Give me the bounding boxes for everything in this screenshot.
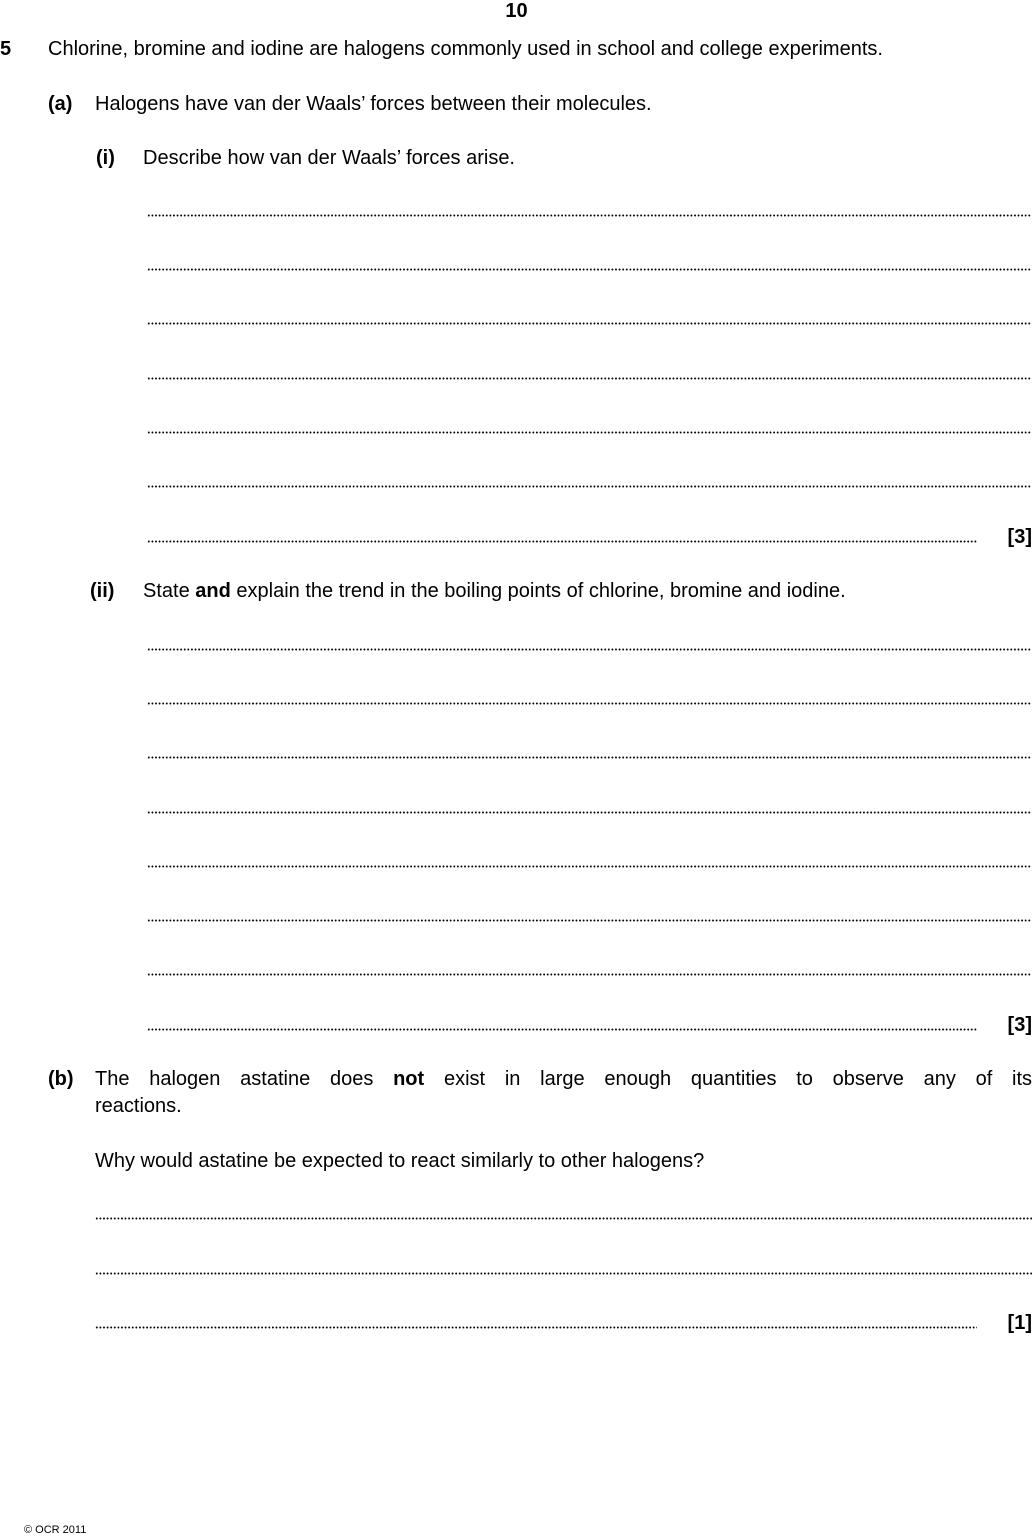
page-number: 10 <box>505 0 528 22</box>
answer-line[interactable] <box>147 756 1032 759</box>
part-a-ii-text-after: explain the trend in the boiling points of chlorine, bromine and iodine. <box>230 580 846 602</box>
answer-line[interactable] <box>147 540 977 543</box>
answer-line[interactable] <box>147 268 1032 271</box>
answer-line[interactable] <box>147 214 1032 217</box>
copyright-notice: © OCR 2011 <box>24 1524 87 1536</box>
answer-line[interactable] <box>147 485 1032 488</box>
part-a-i-label: (i) <box>96 147 115 169</box>
answer-line[interactable] <box>147 431 1032 434</box>
answer-line[interactable] <box>147 973 1032 976</box>
part-b-line-2: reactions. <box>95 1095 182 1117</box>
answer-line[interactable] <box>95 1272 1032 1275</box>
part-a-ii-label: (ii) <box>90 580 115 602</box>
answer-line[interactable] <box>95 1326 977 1329</box>
answer-line[interactable] <box>147 1028 977 1031</box>
answer-line[interactable] <box>147 919 1032 922</box>
marks-allocation: [3] <box>1007 526 1032 548</box>
part-a-ii-text-bold: and <box>195 580 231 602</box>
part-a-text: Halogens have van der Waals’ forces between their molecules. <box>95 93 652 115</box>
part-b-line-1-bold: not <box>393 1068 425 1090</box>
part-a-label: (a) <box>48 93 73 115</box>
part-a-ii-text-before: State <box>143 580 196 602</box>
question-stem: Chlorine, bromine and iodine are halogens commonly used in school and college experiments. <box>48 38 883 60</box>
answer-line[interactable] <box>147 648 1032 651</box>
marks-allocation: [3] <box>1007 1014 1032 1036</box>
part-b-prompt: Why would astatine be expected to react similarly to other halogens? <box>95 1150 705 1172</box>
question-number: 5 <box>0 38 12 60</box>
answer-line[interactable] <box>147 377 1032 380</box>
part-b-label: (b) <box>48 1068 74 1090</box>
answer-line[interactable] <box>147 702 1032 705</box>
part-b-line-1-before: The halogen astatine does <box>95 1068 394 1090</box>
answer-line[interactable] <box>95 1217 1032 1220</box>
part-a-ii-text <box>143 580 846 603</box>
marks-allocation: [1] <box>1007 1312 1032 1334</box>
answer-line[interactable] <box>147 811 1032 814</box>
part-b-line-1 <box>95 1068 1032 1091</box>
part-a-i-text: Describe how van der Waals’ forces arise. <box>143 147 515 169</box>
part-b-line-1-after: exist in large enough quantities to observe any of its <box>424 1068 1033 1090</box>
answer-line[interactable] <box>147 322 1032 325</box>
answer-line[interactable] <box>147 865 1032 868</box>
